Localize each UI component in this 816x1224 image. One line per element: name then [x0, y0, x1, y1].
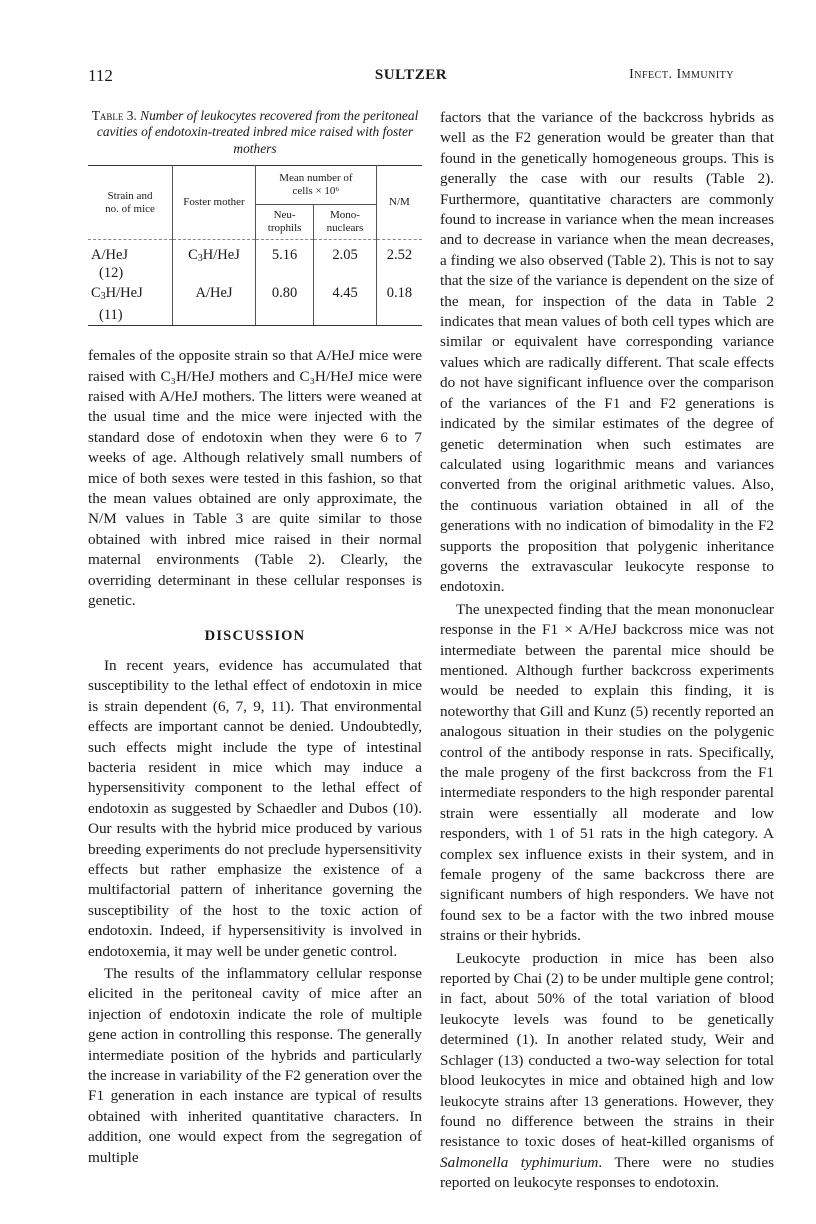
page-header	[88, 66, 734, 88]
table-caption-lead: Table 3.	[91, 108, 137, 123]
header-mononuclears: Mono- nuclears	[314, 205, 377, 240]
paragraph: In recent years, evidence has accumulated that susceptibility to the lethal effect of endotoxin in mice is strain dependent (6, 7, 9, 11). That environmental effects are important cannot be denied. Undoubtedly, such effects might include the type of intestinal bacteria resident in mice which may induce a hypersensitivity component to the lethal effect of endotoxin as suggested by Schaedler and Dubos (10). Our results with the hybrid mice produced by various breeding experiments do not preclude hypersensitivity effects but rather emphasize the existence of a multifactorial pattern of inheritance governing the susceptibility of the host to the toxic action of endotoxin. Indeed, if hypersensitivity is involved in endotoxemia, it may well be under genetic control.	[88, 656, 422, 960]
page-number: 112	[88, 66, 113, 85]
table-caption	[88, 108, 422, 157]
paragraph: factors that the variance of the backcross hybrids as well as the F2 generation would be greater than that found in the genetically homogeneous groups. This is generally the case with our results (Table 2). Furthermore, quantitative characters are commonly found to increase in variance when the mean increases and to decrease in variance when the mean decreases, a finding we also observed (Table 2). This is not to say that the size of the variance is dependent on the size of the mean, for inspection of the data in Table 2 indicates that mean values of both cell types which are similar or equivalent have corresponding variance values which are radically different. That scale effects do not have significant influence over the comparison of the variances of the F1 and F2 generations is indicated by the similar estimates of the degree of genetic determination when such estimates are calculated using logarithmic means and variances converted from the original arithmetic values. Also, the continuous variation obtained in all of the generations with no indication of bimodality in the F2 supports the proposition that polygenic inheritance governs the extravascular leukocyte response to endotoxin.	[440, 109, 774, 596]
header-foster-mother: Foster mother	[173, 166, 256, 240]
header-neutrophils: Neu- trophils	[256, 205, 314, 240]
header-nm: N/M	[376, 166, 422, 240]
journal-name: Infect. Immunity	[629, 67, 734, 82]
running-title: SULTZER	[374, 67, 448, 83]
table-row: $C_3H$/HeJ (11) A/HeJ 0.80 4.45 0.18	[88, 283, 422, 326]
header-strain: Strain and no. of mice	[88, 166, 173, 240]
paragraph: Leukocyte production in mice has been also reported by Chai (2) to be under multiple gene control; in fact, about 50% of the total variation of blood leukocyte levels was found to be genetically determined (1). In another related study, Weir and Schlager (13) conducted a two-way selection for total blood leukocytes in mice and obtained high and low leukocyte strains after 13 generations. However, they found no difference between the strains in their resistance to toxic doses of heat-killed organisms of Salmonella typhimurium. There were no studies reported on leukocyte responses to endotoxin.	[440, 949, 774, 1192]
paragraph: The results of the inflammatory cellular response elicited in the peritoneal cavity of mice after an injection of endotoxin indicate the role of multiple gene action in controlling this response. The generally intermediate position of the hybrids and particularly the increase in variability of the F2 generation over the F1 generation in each instance are typical of results obtained with inherited quantitative characters. In addition, one would expect from the segregation of multiple	[88, 965, 422, 1166]
section-heading: DISCUSSION	[204, 627, 306, 644]
right-column	[440, 108, 774, 1194]
paragraph: females of the opposite strain so that A/HeJ mice were raised with C₃H/HeJ mothers and C₃H/HeJ mice were raised with A/HeJ mothers. The litters were weaned at the usual time and the mice were injected with the standard dose of endotoxin when they were 6 to 7 weeks of age. Although relatively small numbers of mice of both sexes were tested in this fashion, so that the mean values obtained are only approximate, the N/M values in Table 3 are quite similar to those obtained with inbred mice raised in their normal maternal environments (Table 2). Clearly, the overriding determinant in these cellular responses is genetic.	[88, 347, 422, 610]
paragraph: The unexpected finding that the mean mononuclear response in the F1 × A/HeJ backcross mice was not intermediate between the parental mice should be mentioned. Although further backcross experiments would be needed to explain this finding, it is noteworthy that Gill and Kunz (5) recently reported an analogous situation in their studies on the polygenic control of the antibody response in rats. Specifically, the male progeny of the first backcross from the F1 intermediate responders to the high responder parental strain were essentially all moderate and low responders, with 1 of 51 rats in the high category. A complex sex influence exists in their system, and in female progeny of the same backcross there are significant numbers of high responders. We have not found sex to be a factor with the two inbred mouse strains or their hybrids.	[440, 600, 774, 945]
table-3	[88, 165, 422, 326]
table-caption-body: Number of leukocytes recovered from the peritoneal cavities of endotoxin-treated inbred mice raised with foster mothers	[96, 108, 419, 156]
header-mean-number: Mean number of cells × 10⁶	[256, 166, 377, 205]
table-row: A/HeJ (12) $C_3H$/HeJ 5.16 2.05 2.52	[88, 240, 422, 284]
left-column	[88, 108, 422, 1168]
